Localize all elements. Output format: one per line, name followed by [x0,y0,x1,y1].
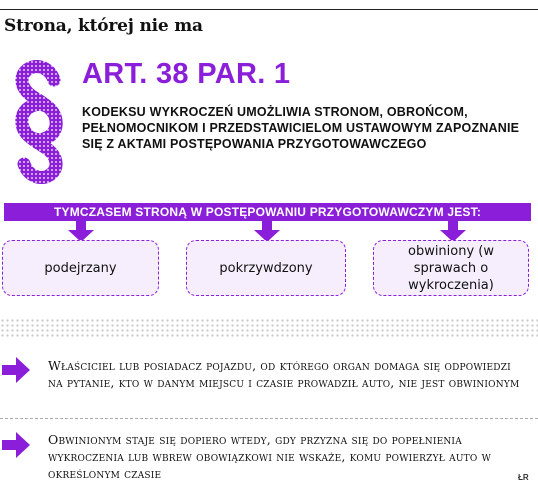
party-box-accused: obwiniony (w sprawach o wykroczenia) [373,240,529,296]
parties-banner: TYMCZASEM STRONĄ W POSTĘPOWANIU PRZYGOTOWAWCZYM JEST: [4,203,531,221]
party-box-victim: pokrzywdzony [186,240,346,296]
right-arrow-icon [2,430,32,460]
party-box-suspect: podejrzany [2,240,159,296]
right-arrow-icon [2,355,32,385]
down-arrow-icon [66,220,96,242]
note-owner: Właściciel lub posiadacz pojazdu, od którego organ domaga się odpowiedzi na pytanie, kto w danym miejscu i czasie prowadził auto, nie jest obwinionym [48,358,520,390]
article-description: KODEKSU WYKROCZEŃ UMOŻLIWIA STRONOM, OBROŃCOM, PEŁNOMOCNIKOM I PRZEDSTAWICIELOM USTAWOWYM ZAPOZNANIE SIĘ Z AKTAMI POSTĘPOWANIA PRZYGOTOWAWCZEGO [82,105,520,151]
dashed-separator [0,418,538,419]
down-arrow-icon [438,220,468,242]
article-title: ART. 38 PAR. 1 [82,58,291,90]
note-accused: Obwinionym staje się dopiero wtedy, gdy przyzna się do popełnienia wykroczenia lub wbrew obowiązkowi nie wskaże, komu powierzył auto w określonym czasie [48,432,492,481]
down-arrow-icon [252,220,282,242]
top-rule [0,9,538,10]
page-title: Strona, której nie ma [4,16,203,36]
author-credit: ŁR [518,473,529,482]
paragraph-icon [10,60,68,184]
dotted-divider [0,318,538,338]
